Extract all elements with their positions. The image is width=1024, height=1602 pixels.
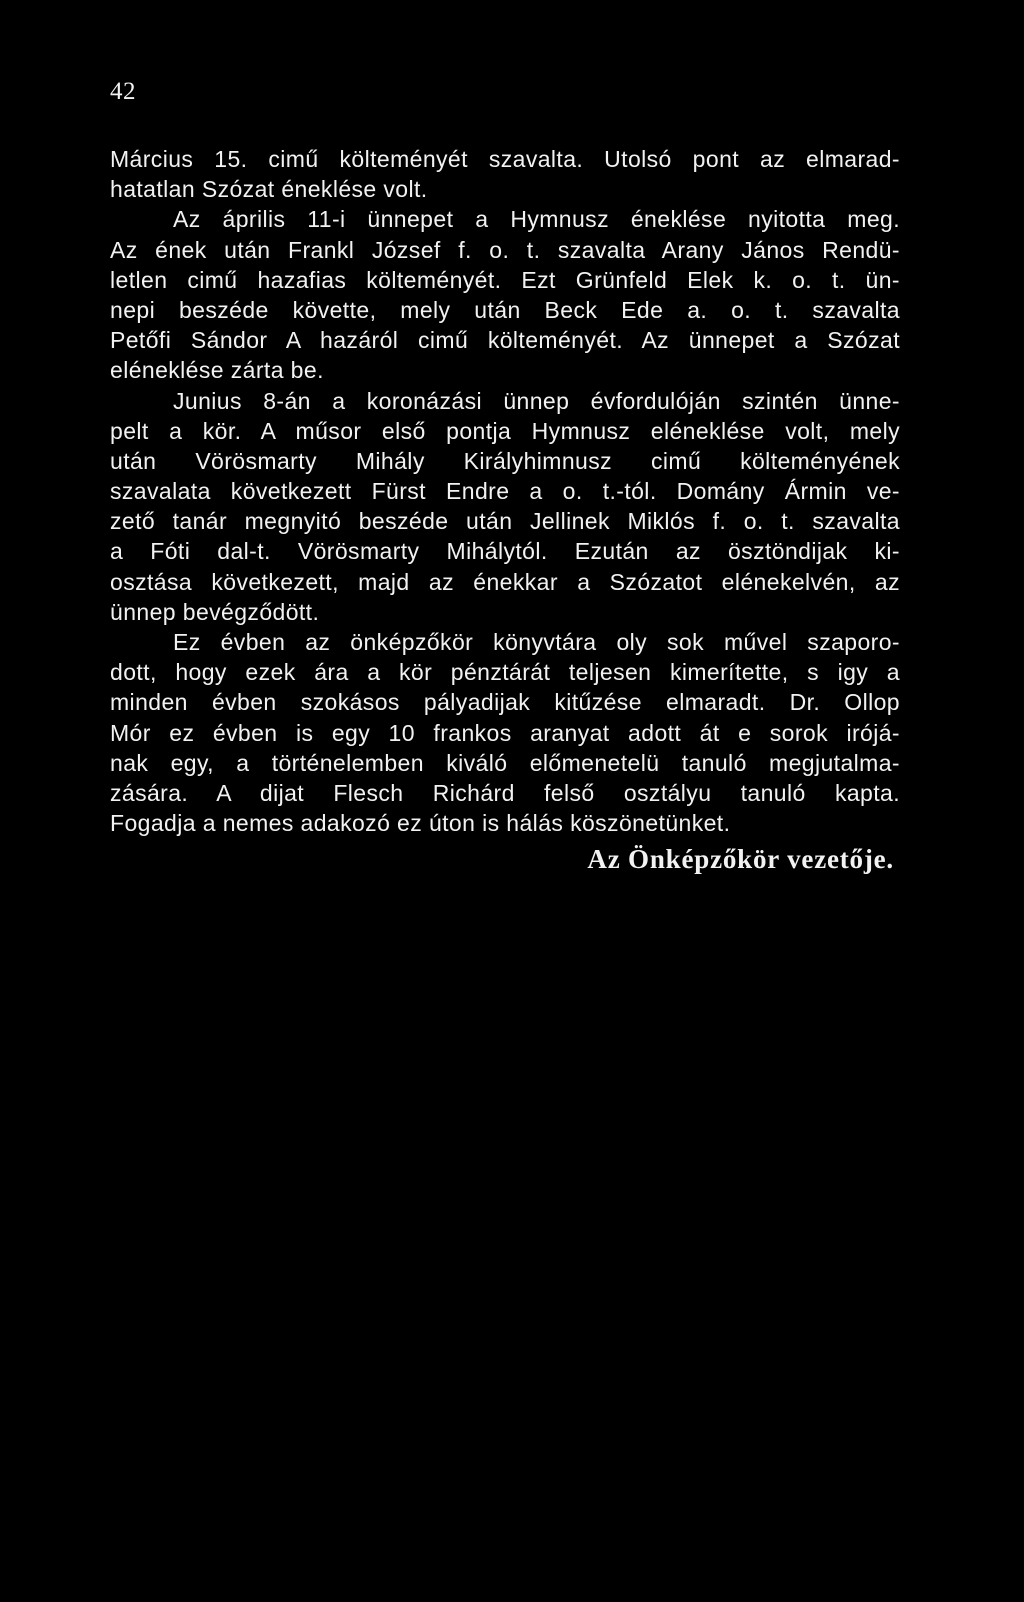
text-line: Petőfi Sándor A hazáról cimű költeményét. Az ünnepet a Szózat (110, 327, 900, 354)
text-line: szavalata következett Fürst Endre a o. t.-tól. Domány Ármin ve- (110, 478, 900, 505)
text-line: Ez évben az önképzőkör könyvtára oly sok művel szaporo- (173, 629, 900, 655)
text-line: osztása következett, majd az énekkar a Szózatot elénekelvén, az (110, 568, 900, 595)
text-line: Junius 8-án a koronázási ünnep évfordulóján szintén ünne- (173, 387, 900, 414)
body-text (110, 144, 900, 838)
text-line: zető tanár megnyitó beszéde után Jellinek Miklós f. o. t. szavalta (110, 508, 900, 535)
text-line: Március 15. cimű költeményét szavalta. Utolsó pont az elmarad- (110, 146, 900, 172)
text-line: zására. A dijat Flesch Richárd felső osztályu tanuló kapta. (110, 779, 900, 806)
text-line: nak egy, a történelemben kiváló előmenetelü tanuló megjutalma- (110, 749, 900, 776)
signature: Az Önképzőkör vezetője. (587, 844, 894, 874)
text-line: minden évben szokásos pályadijak kitűzése elmaradt. Dr. Ollop (110, 689, 900, 716)
text-line: ünnep bevégződött. (110, 598, 320, 625)
text-line: hatatlan Szózat éneklése volt. (110, 176, 428, 203)
text-line: letlen cimű hazafias költeményét. Ezt Grünfeld Elek k. o. t. ün- (110, 266, 900, 293)
page-number: 42 (110, 78, 136, 105)
text-line: a Fóti dal-t. Vörösmarty Mihálytól. Ezután az ösztöndijak ki- (110, 538, 900, 565)
text-line: pelt a kör. A műsor első pontja Hymnusz eléneklése volt, mely (110, 417, 900, 444)
text-line: Az ének után Frankl József f. o. t. szavalta Arany János Rendü- (110, 236, 900, 263)
text-line: eléneklése zárta be. (110, 357, 324, 384)
text-line: után Vörösmarty Mihály Királyhimnusz cimű költeményének (110, 447, 900, 474)
text-line: Az április 11-i ünnepet a Hymnusz éneklése nyitotta meg. (173, 206, 900, 233)
text-line: dott, hogy ezek ára a kör pénztárát teljesen kimerítette, s igy a (110, 659, 900, 686)
text-line: nepi beszéde követte, mely után Beck Ede a. o. t. szavalta (110, 296, 900, 323)
text-line: Fogadja a nemes adakozó ez úton is hálás köszönetünket. (110, 810, 731, 837)
text-line: Mór ez évben is egy 10 frankos aranyat adott át e sorok irójá- (110, 719, 900, 746)
